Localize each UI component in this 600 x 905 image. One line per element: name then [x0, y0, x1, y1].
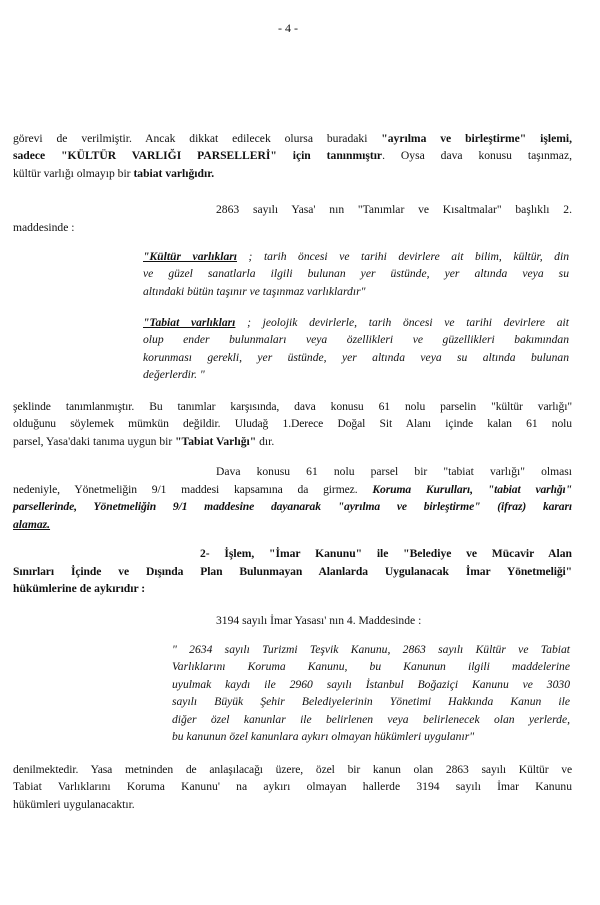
section-2-heading-line-1: 2- İşlem, "İmar Kanunu" ile "Belediye ve Mücavir Alan	[200, 547, 572, 560]
p2-line-2: maddesinde :	[13, 221, 75, 234]
section-2-heading: Sınırları İçinde ve Dışında Plan Bulunmayan Alanlarda Uygulanacak İmar Yönetmeliği" hükümlerine de aykırıdır :	[13, 565, 572, 596]
p1-line-2: sadece "KÜLTÜR VARLIĞI PARSELLERİ" için tanınmıştır. Oysa dava konusu taşınmaz,	[13, 149, 572, 163]
paragraph-4: nedeniyle, Yönetmeliğin 9/1 maddesi kapsamına da girmez. Koruma Kurulları, "tabiat varlığı" parsellerinde, Yönetmeliğin 9/1 maddesine dayanarak "ayrılma ve birleştirme" (ifraz) kararı alamaz.	[13, 483, 572, 531]
p4-line-1: Dava konusu 61 nolu parsel bir "tabiat varlığı" olması	[216, 465, 572, 478]
term-tabiat-varliklari: "Tabiat varlıkları	[143, 316, 236, 329]
p6-line-1: 3194 sayılı İmar Yasası' nın 4. Maddesinde :	[216, 614, 422, 627]
p1-line-3: kültür varlığı olmayıp bir tabiat varlığıdır.	[13, 166, 215, 180]
paragraph-1	[13, 130, 572, 182]
p1-line-1: görevi de verilmiştir. Ancak dikkat edilecek olursa buradaki "ayrılma ve birleştirme" işlemi,	[13, 132, 572, 145]
paragraph-3: şeklinde tanımlanmıştır. Bu tanımlar karşısında, dava konusu 61 nolu parselin "kültür varlığı" olduğunu söylemek mümkün değildir. Uludağ 1.Derece Doğal Sit Alanı içinde kalan 61 nolu parsel, Yasa'daki tanıma uygun bir "Tabiat Varlığı" dır.	[13, 400, 572, 448]
paragraph-7: denilmektedir. Yasa metninden de anlaşılacağı üzere, özel bir kanun olan 2863 sayılı Kültür ve Tabiat Varlıklarını Koruma Kanunu' na aykırı olmayan hallerde 3194 sayılı İmar Kanunu hükümleri uygulanacaktır.	[13, 763, 572, 811]
quote-tabiat-varliklari: "Tabiat varlıkları ; jeolojik devirlerle, tarih öncesi ve tarihi devirlere ait olup ender bulunmaları veya özellikleri ve güzellikleri bakımından korunması gerekli, yer üstünde, yer altında veya su altında bulunan değerlerdir. "	[143, 316, 569, 382]
page-number: - 4 -	[278, 21, 298, 35]
p2-line-1: 2863 sayılı Yasa' nın "Tanımlar ve Kısaltmalar" başlıklı 2.	[216, 203, 572, 216]
quote-kultur-varliklari: "Kültür varlıkları ; tarih öncesi ve tarihi devirlere ait bilim, kültür, din ve güzel sanatlarla ilgili bulunan yer üstünde, yer altında veya su altındaki bütün taşınır ve taşınmaz varlıklardır"	[143, 250, 569, 298]
term-kultur-varliklari: "Kültür varlıkları	[143, 250, 238, 263]
quote-imar-yasasi: " 2634 sayılı Turizmi Teşvik Kanunu, 2863 sayılı Kültür ve Tabiat Varlıklarını Koruma Kanunu, bu Kanunun ilgili maddelerine uyulmak kaydı ile 2960 sayılı İstanbul Boğaziçi Kanunu ve 3030 sayılı Büyük Şehir Belediyelerinin Yönetimi Hakkında Kanun ile diğer özel kanunlar ile belirlenen veya belirlenecek olan yerlerde, bu kanunun özel kanunlara aykırı olmayan hükümleri uygulanır"	[172, 643, 570, 744]
